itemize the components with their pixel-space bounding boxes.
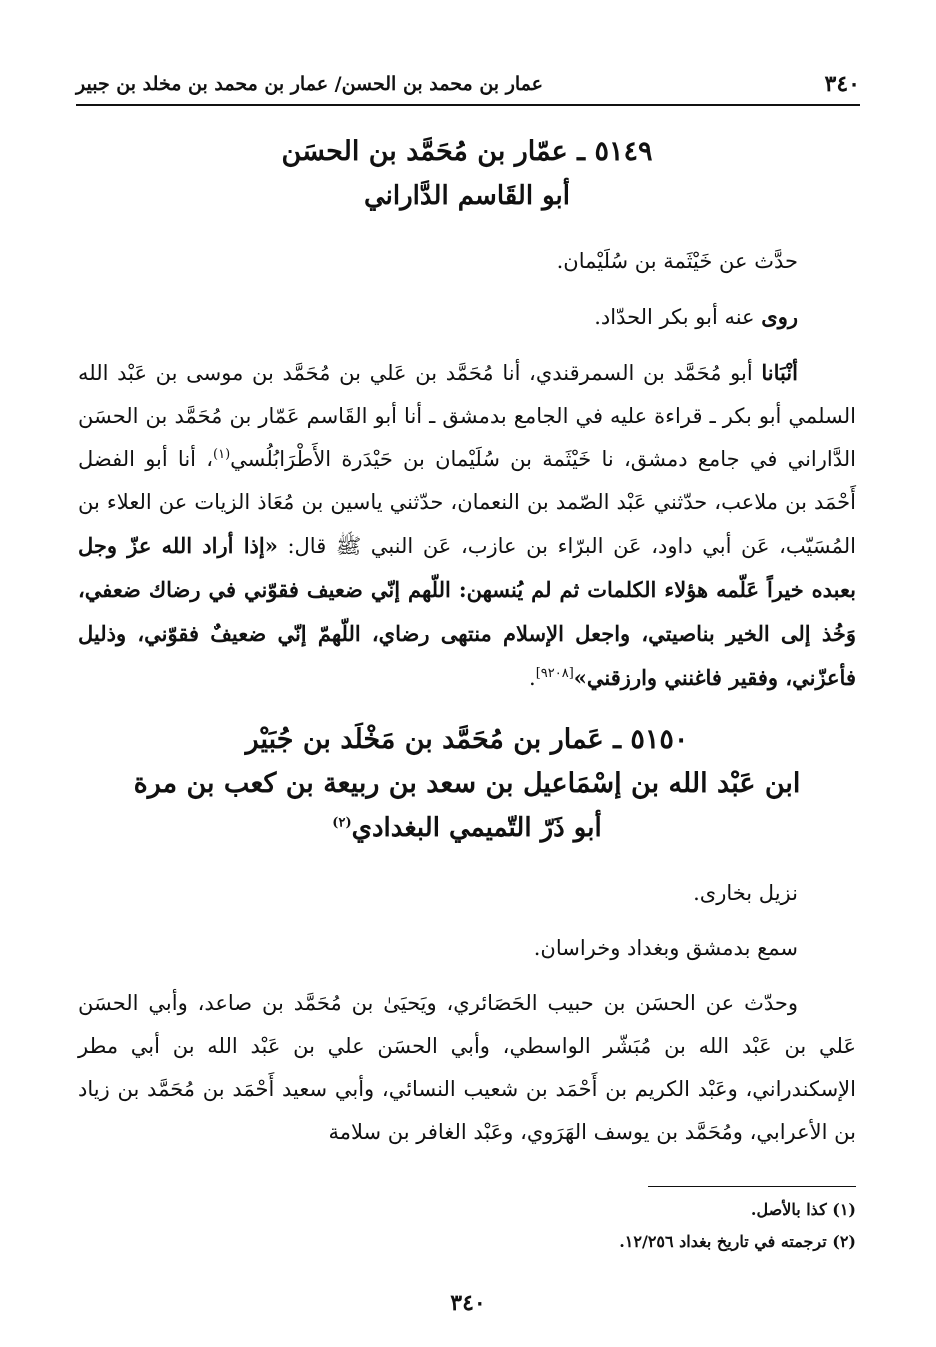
header-running-title: عمار بن محمد بن الحسن/ عمار بن محمد بن مخلد بن جبير bbox=[76, 73, 543, 95]
entry-title: ٥١٤٩ ـ عمّار بن مُحَمَّد بن الحسَن bbox=[281, 136, 653, 167]
page-body bbox=[78, 130, 856, 1154]
footnotes bbox=[80, 1194, 856, 1258]
entry-kunya-text: أبو ذَرّ التّميمي البغدادي bbox=[351, 813, 602, 843]
entry-kunya: أبو القَاسم الدَّاراني bbox=[363, 181, 570, 211]
footnote-divider bbox=[648, 1186, 856, 1187]
isnad-paragraph bbox=[78, 351, 856, 700]
running-header bbox=[76, 64, 860, 106]
entry-paragraph: وحدّث عن الحسَن بن حبيب الحَصَائري، ويَحيَىٰ بن مُحَمَّد بن صاعد، وأبي الحسَن عَلي بن عَبْد الله بن مُبَشّر الواسطي، وأبي الحسَن علي بن عَبْد الله بن أبي مطر الإسكندراني، وعَبْد الكريم بن أَحْمَد بن شعيب النسائي، وأبي سعيد أَحْمَد بن مُحَمَّد بن زياد بن الأعرابي، ومُحَمَّد بن يوسف الهَرَوي، وعَبْد الغافر بن سلامة bbox=[78, 991, 857, 1144]
footer-page-number: ٣٤٠ bbox=[450, 1290, 486, 1316]
header-page-number: ٣٤٠ bbox=[824, 71, 860, 97]
entry-heading-5149 bbox=[78, 130, 856, 218]
entry-paragraph bbox=[78, 295, 856, 339]
entry-paragraph: سمع بدمشق وبغداد وخراسان. bbox=[533, 936, 798, 960]
entry-kunya bbox=[78, 806, 856, 850]
paragraph-lead-word: أنْبَانا bbox=[761, 360, 798, 385]
entry-paragraph: نزيل بخارى. bbox=[693, 881, 798, 905]
footnote-marker: (٢) bbox=[332, 815, 352, 831]
isnad-text: أبو مُحَمَّد بن السمرقندي، أنا مُحَمَّد بن عَلي بن مُحَمَّد بن موسى بن عَبْد الله السلمي أبو بكر ـ قراءة عليه في الجامع بدمشق ـ أنا أبو القَاسم عَمّار بن مُحَمَّد بن الحسَن الدَّاراني في جامع دمشق، نا خَيْثَمة بن سُلَيْمان بن حَيْدَرة الأَطْرَابُلُسي bbox=[78, 361, 856, 471]
entry-heading-5150 bbox=[78, 718, 856, 850]
entry-paragraph: حدَّث عن خَيْثَمة بن سُلَيْمان. bbox=[556, 249, 798, 273]
paragraph-end: . bbox=[529, 666, 536, 690]
footnote-item: (٢) ترجمته في تاريخ بغداد ١٢/٢٥٦. bbox=[619, 1232, 856, 1251]
hadith-text: «إذا أراد الله عزّ وجل بعبده خيراً عَلّمه هؤلاء الكلمات ثم لم يُنسهن: اللّهم إنّي ضعيف فقوّني في رضاك ضعفي، وَخُذ إلى الخير بناصيتي، واجعل الإسلام منتهى رضاي، اللّهمّ إنّي ضعيفٌ فقوّني، وذليل فأعزّني، وفقير فاغنني وارزقني» bbox=[78, 533, 856, 690]
footnote-item: (١) كذا بالأصل. bbox=[750, 1200, 856, 1219]
hadith-reference: [٩٢٠٨] bbox=[535, 666, 574, 681]
footnote-marker: (١) bbox=[213, 447, 231, 462]
paragraph-text: عنه أبو بكر الحدّاد. bbox=[594, 305, 762, 329]
entry-lineage: ابن عَبْد الله بن إسْمَاعيل بن سعد بن ربيعة بن كعب بن مرة bbox=[133, 768, 801, 799]
paragraph-lead-word: روى bbox=[761, 304, 798, 329]
entry-title: ٥١٥٠ ـ عَمار بن مُحَمَّد بن مَخْلَد بن جُبَيْر bbox=[245, 724, 689, 755]
isnad-text-continued: ، أنا أبو الفضل أَحْمَد بن ملاعب، حدّثني عَبْد الصّمد بن النعمان، حدّثني ياسين بن مُعَاذ الزيات عن العلاء بن المُسَيّب، عَن أبي داود، عَن البرّاء بن عازب، عَن النبي ﷺ قال: bbox=[78, 447, 856, 558]
